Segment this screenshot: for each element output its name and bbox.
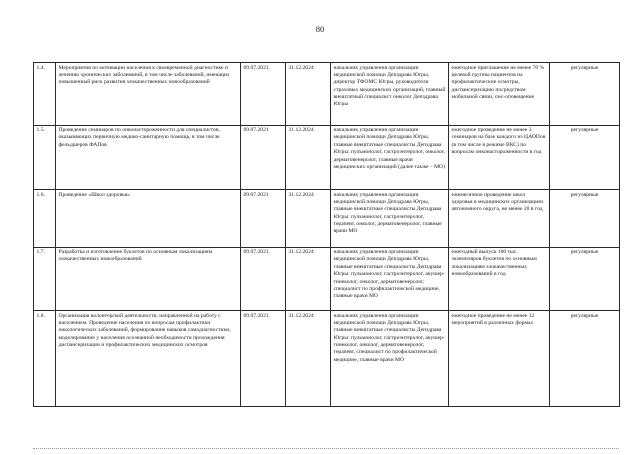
result-cell: ежегодное проведение не менее 12 мероприятий в различных формах <box>449 311 550 407</box>
responsible-cell: начальник управления организации медицинской помощи Депздрава Югры, главные внештатные специалисты Депздрава Югры: пульмонолог, гастроэнтеролог, акушер-гинеколог, онколог, дерматовенеролог, терапевт, специалист по профилактической медицине, главные врачи МО <box>331 311 449 407</box>
periodicity-cell: регулярные <box>550 311 620 407</box>
result-cell: ежемесячное проведение школ здоровья в медицинских организациях автономного округа, не менее 20 в год <box>449 190 550 248</box>
activity-cell: Проведение семинаров по онконастороженности для специалистов, оказывающих первичную медико-санитарную помощь, в том числе фельдшеров ФАПов <box>56 125 241 190</box>
item-number: 1.4. <box>34 63 56 126</box>
activity-cell: Разработка и изготовление буклетов по основным локализациям злокачественных новообразований <box>56 247 241 311</box>
item-number: 1.7. <box>34 247 56 311</box>
responsible-cell: начальник управления организации медицинской помощи Депздрава Югры, главные внештатные специалисты Депздрава Югры: пульмонолог, гастроэнтеролог, терапевт, онколог, дерматовенеролог, главные врачи МО <box>331 190 449 248</box>
end-date-cell: 31.12.2024 <box>286 311 331 407</box>
result-cell: ежегодный выпуск 100 тыс. экземпляров буклетов по основным локализациям злокачественных новообразований в год <box>449 247 550 311</box>
responsible-cell: начальник управления организации медицинской помощи Депздрава Югры, главные внештатные специалисты Депздрава Югры: пульмонолог, гастроэнтеролог, онколог, дерматовенеролог, главные врачи медицинских организаций (далее также – МО) <box>331 125 449 190</box>
table-row <box>34 63 620 126</box>
result-cell: ежегодное приглашение не менее 70 % целевой группы пациентов на профилактические осмотры, диспансеризацию посредством мобильной связи, смс-оповещение <box>449 63 550 126</box>
activity-cell: Проведение «Школ здоровья» <box>56 190 241 248</box>
periodicity-cell: регулярные <box>550 125 620 190</box>
activity-cell: Организация волонтерской деятельности, направленной на работу с населением. Проведение населения по вопросам профилактики онкологических заболеваний, формирование навыков самодиагностики, моделирование у населения осознанной необходимости прохождения диспансеризации и профилактических медицинских осмотров <box>56 311 241 407</box>
start-date-cell: 09.07.2021 <box>241 247 286 311</box>
start-date-cell: 09.07.2021 <box>241 125 286 190</box>
end-date-cell: 31.12.2024 <box>286 247 331 311</box>
page-bottom-edge <box>33 448 619 449</box>
table-row <box>34 247 620 311</box>
start-date-cell: 09.07.2021 <box>241 311 286 407</box>
table-row <box>34 190 620 248</box>
plan-table <box>33 62 620 407</box>
end-date-cell: 31.12.2024 <box>286 63 331 126</box>
result-cell: ежегодное проведение не менее 3 семинаров на базе каждого из ЦАОПов (в том числе в режиме ВКС) по вопросам онконастороженности в год <box>449 125 550 190</box>
item-number: 1.6. <box>34 190 56 248</box>
activity-cell: Мероприятия по мотивации населения к своевременной диагностике и лечению хронических заболеваний, в том числе заболеваний, имеющих повышенный риск развития злокачественных новообразований <box>56 63 241 126</box>
table-row <box>34 125 620 190</box>
responsible-cell: начальник управления организации медицинской помощи Депздрава Югры, главные внештатные специалисты Депздрава Югры: пульмонолог, гастроэнтеролог, акушер-гинеколог, онколог, дерматовенеролог, специалист по профилактической медицине, главные врачи МО <box>331 247 449 311</box>
item-number: 1.5. <box>34 125 56 190</box>
periodicity-cell: регулярные <box>550 190 620 248</box>
start-date-cell: 09.07.2021 <box>241 63 286 126</box>
item-number: 1.8. <box>34 311 56 407</box>
periodicity-cell: регулярные <box>550 63 620 126</box>
end-date-cell: 31.12.2024 <box>286 125 331 190</box>
page-number: 80 <box>315 24 325 34</box>
end-date-cell: 31.12.2024 <box>286 190 331 248</box>
periodicity-cell: регулярные <box>550 247 620 311</box>
start-date-cell: 09.07.2021 <box>241 190 286 248</box>
responsible-cell: начальник управления организации медицинской помощи Депздрава Югры, директор ТФОМС Югры, руководители страховых медицинских организаций, главный внештатный специалист онколог Депздрава Югры <box>331 63 449 126</box>
table-row <box>34 311 620 407</box>
